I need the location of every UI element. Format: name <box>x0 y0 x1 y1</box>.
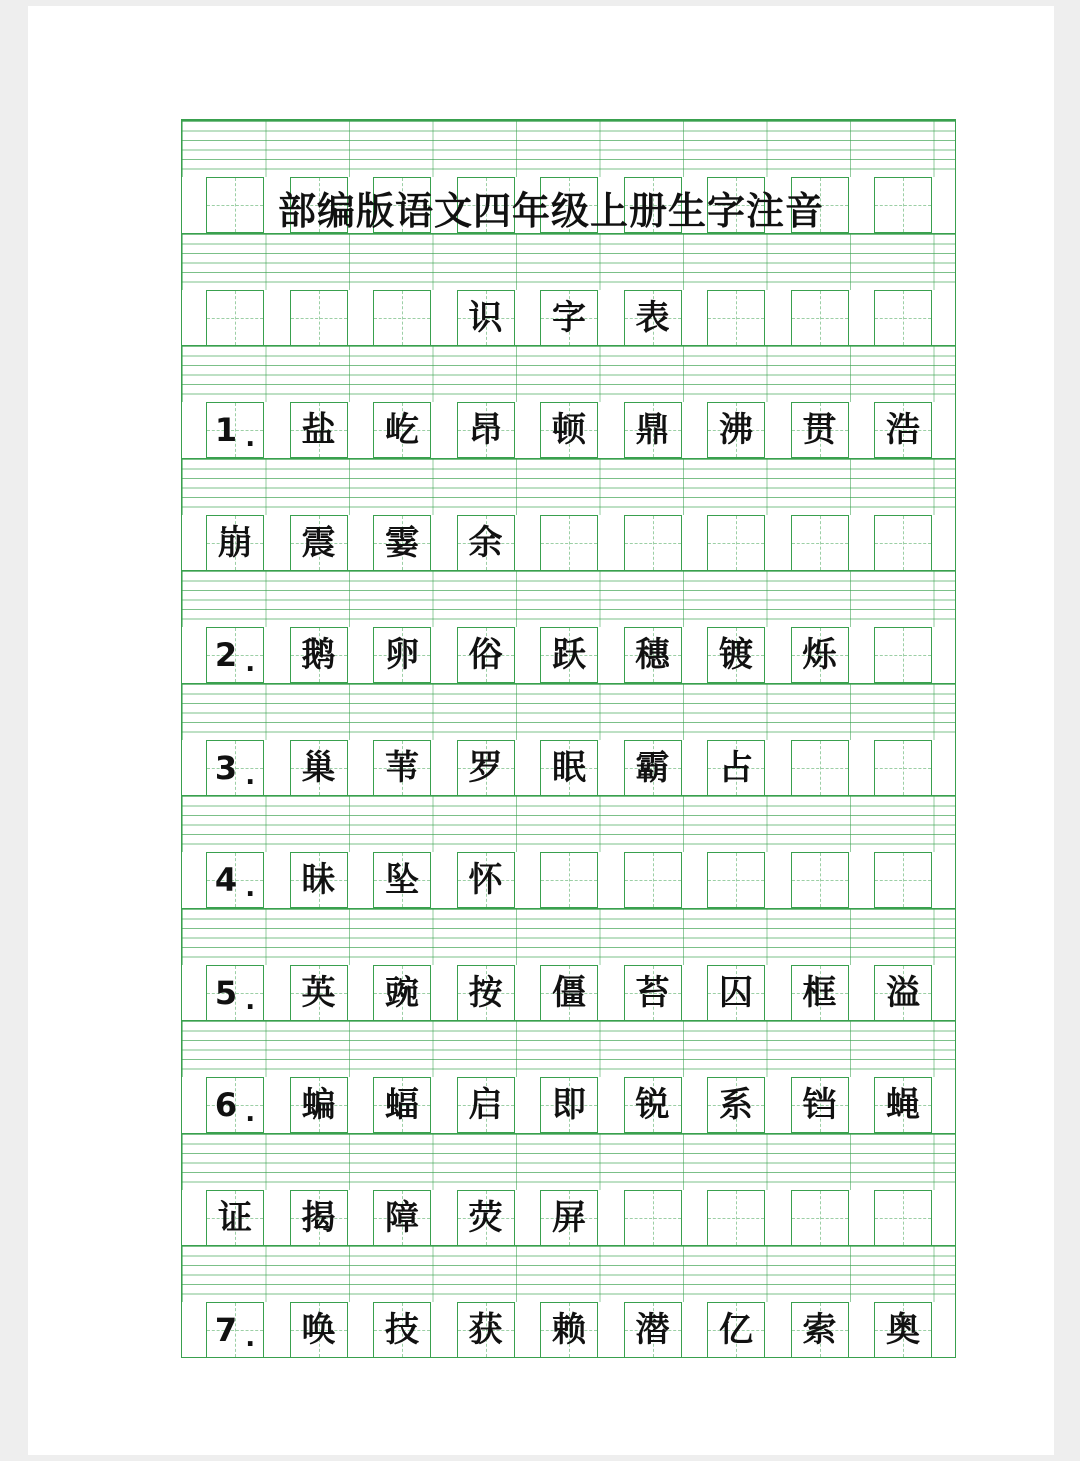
row-number <box>206 627 264 683</box>
empty-cell <box>290 290 348 346</box>
char-cell <box>290 515 348 571</box>
number-dot: . <box>245 760 256 791</box>
char-cell-text: 余 <box>468 522 503 563</box>
char-cell-text: 巢 <box>301 747 336 788</box>
char-cell-text: 鼎 <box>635 410 670 450</box>
char-cell <box>290 1190 348 1246</box>
worksheet-page <box>28 6 1054 1455</box>
char-cell-text: 奥 <box>886 1310 920 1350</box>
char-cell <box>206 1190 264 1246</box>
char-cell <box>791 1302 849 1358</box>
char-cell <box>373 627 431 683</box>
number-dot: . <box>245 423 256 453</box>
char-cell-text: 系 <box>719 1085 753 1125</box>
row-number <box>206 1077 264 1133</box>
char-cell-text: 蝇 <box>886 1085 920 1125</box>
empty-cell <box>624 852 682 908</box>
row-number <box>206 852 264 908</box>
empty-cell <box>791 290 849 346</box>
char-cell-text: 苇 <box>385 747 419 788</box>
char-cell <box>290 627 348 683</box>
char-cell <box>373 740 431 796</box>
subtitle-row <box>206 290 958 346</box>
char-cell <box>457 1190 515 1246</box>
char-cell-text: 霸 <box>635 747 670 788</box>
empty-cell <box>624 1190 682 1246</box>
pinyin-lines <box>182 570 955 627</box>
char-cell <box>290 965 348 1021</box>
char-cell-text: 盐 <box>301 410 336 450</box>
subtitle-char-text: 识 <box>468 297 503 338</box>
char-row <box>206 1302 958 1358</box>
char-cell-text: 证 <box>218 1197 252 1238</box>
char-cell-text: 顿 <box>552 410 586 450</box>
char-cell-text: 潜 <box>635 1310 670 1350</box>
tianzige-grid <box>181 119 956 1358</box>
row-number-text: 6 <box>214 1086 238 1124</box>
char-cell <box>874 402 932 458</box>
number-dot: . <box>245 873 256 903</box>
empty-cell <box>874 627 932 683</box>
char-cell-text: 浩 <box>886 410 920 450</box>
char-cell <box>707 1077 765 1133</box>
subtitle-char-text: 表 <box>635 297 670 338</box>
empty-cell <box>874 852 932 908</box>
empty-cell <box>791 852 849 908</box>
char-cell <box>373 1077 431 1133</box>
char-cell <box>707 740 765 796</box>
char-cell-text: 技 <box>385 1310 419 1350</box>
row-number-text: 4 <box>214 861 238 899</box>
char-cell-text: 启 <box>468 1085 503 1125</box>
empty-cell <box>373 290 431 346</box>
row-number <box>206 1302 264 1358</box>
char-cell <box>874 965 932 1021</box>
empty-cell <box>874 290 932 346</box>
char-cell <box>457 402 515 458</box>
row-number-text: 5 <box>214 973 238 1012</box>
char-cell <box>290 740 348 796</box>
char-cell-text: 蝙 <box>301 1085 336 1125</box>
char-cell-text: 赖 <box>552 1310 586 1350</box>
char-cell <box>791 402 849 458</box>
char-row <box>206 740 958 796</box>
char-cell-text: 霎 <box>385 522 419 563</box>
char-cell <box>540 965 598 1021</box>
row-number <box>206 402 264 458</box>
subtitle-char <box>624 290 682 346</box>
char-cell-text: 揭 <box>301 1197 336 1238</box>
pinyin-lines <box>182 120 955 177</box>
char-cell <box>290 852 348 908</box>
char-row <box>206 515 958 571</box>
char-row <box>206 852 958 908</box>
subtitle-char-text: 字 <box>552 297 586 338</box>
number-dot: . <box>245 1098 256 1128</box>
char-cell <box>540 627 598 683</box>
char-cell <box>457 627 515 683</box>
char-cell <box>874 1302 932 1358</box>
char-cell <box>373 515 431 571</box>
char-cell <box>457 1302 515 1358</box>
char-cell-text: 屹 <box>385 410 419 450</box>
char-cell-text: 苔 <box>635 972 670 1013</box>
char-cell-text: 障 <box>385 1197 419 1238</box>
subtitle-char <box>540 290 598 346</box>
char-row <box>206 627 958 683</box>
char-cell-text: 亿 <box>719 1310 753 1350</box>
char-cell-text: 镀 <box>719 635 753 675</box>
char-cell <box>373 1190 431 1246</box>
char-cell <box>373 402 431 458</box>
char-cell <box>457 1077 515 1133</box>
pinyin-lines <box>182 683 955 740</box>
empty-cell <box>874 740 932 796</box>
char-cell <box>707 402 765 458</box>
char-cell <box>290 1302 348 1358</box>
empty-cell <box>791 1190 849 1246</box>
row-number <box>206 740 264 796</box>
char-cell <box>540 740 598 796</box>
char-row <box>206 965 958 1021</box>
number-dot: . <box>245 1323 256 1353</box>
char-cell <box>707 965 765 1021</box>
title-cell <box>874 177 932 233</box>
char-cell-text: 豌 <box>385 972 419 1013</box>
char-cell <box>624 1302 682 1358</box>
subtitle-char <box>457 290 515 346</box>
char-cell <box>624 402 682 458</box>
char-cell-text: 蝠 <box>385 1085 419 1125</box>
char-cell-text: 锐 <box>635 1085 670 1125</box>
number-dot: . <box>245 648 256 678</box>
empty-cell <box>707 1190 765 1246</box>
char-cell-text: 沸 <box>719 410 753 450</box>
char-cell-text: 占 <box>719 747 753 788</box>
char-cell <box>624 740 682 796</box>
char-cell <box>540 1077 598 1133</box>
char-cell-text: 烁 <box>802 635 837 675</box>
char-cell-text: 索 <box>802 1310 837 1350</box>
char-cell-text: 唤 <box>301 1310 336 1350</box>
char-cell-text: 鹅 <box>301 635 336 675</box>
row-number-text: 1 <box>214 411 238 449</box>
char-cell-text: 昂 <box>468 410 503 450</box>
char-cell-text: 获 <box>468 1310 503 1350</box>
char-cell <box>290 402 348 458</box>
pinyin-lines <box>182 1020 955 1077</box>
char-cell <box>624 1077 682 1133</box>
empty-cell <box>624 515 682 571</box>
char-cell-text: 框 <box>802 972 837 1013</box>
char-cell <box>373 1302 431 1358</box>
char-cell <box>874 1077 932 1133</box>
char-cell-text: 溢 <box>886 972 920 1013</box>
title-cell <box>206 177 264 233</box>
char-cell <box>791 965 849 1021</box>
char-cell <box>791 1077 849 1133</box>
empty-cell <box>791 740 849 796</box>
char-cell-text: 屏 <box>552 1197 586 1238</box>
char-cell-text: 崩 <box>218 522 252 563</box>
char-cell-text: 荧 <box>468 1197 503 1238</box>
char-cell <box>290 1077 348 1133</box>
char-cell-text: 僵 <box>552 972 586 1013</box>
empty-cell <box>707 290 765 346</box>
char-cell <box>457 515 515 571</box>
pinyin-lines <box>182 908 955 965</box>
char-cell <box>540 1190 598 1246</box>
char-cell <box>373 965 431 1021</box>
char-cell-text: 昧 <box>301 860 336 900</box>
empty-cell <box>707 515 765 571</box>
char-cell-text: 俗 <box>468 635 503 675</box>
char-row <box>206 1190 958 1246</box>
empty-cell <box>874 1190 932 1246</box>
empty-cell <box>707 852 765 908</box>
pinyin-lines <box>182 795 955 852</box>
empty-cell <box>791 515 849 571</box>
char-cell-text: 震 <box>301 522 336 563</box>
char-cell <box>707 627 765 683</box>
char-cell <box>624 965 682 1021</box>
char-cell-text: 眠 <box>552 747 586 788</box>
char-cell-text: 穗 <box>635 635 670 675</box>
pinyin-lines <box>182 1133 955 1190</box>
empty-cell <box>540 515 598 571</box>
row-number-text: 2 <box>214 636 238 674</box>
row-number <box>206 965 264 1021</box>
char-cell <box>457 740 515 796</box>
char-cell <box>707 1302 765 1358</box>
worksheet-title: 部编版语文四年级上册生字注音 <box>278 188 825 233</box>
pinyin-lines <box>182 345 955 402</box>
char-row <box>206 402 958 458</box>
char-cell-text: 英 <box>301 972 336 1013</box>
char-cell-text: 贯 <box>802 410 837 450</box>
char-row <box>206 1077 958 1133</box>
char-cell-text: 铛 <box>802 1085 837 1125</box>
char-cell-text: 罗 <box>468 747 503 788</box>
char-cell-text: 囚 <box>719 972 753 1013</box>
char-cell-text: 坠 <box>385 860 419 900</box>
char-cell <box>206 515 264 571</box>
empty-cell <box>874 515 932 571</box>
char-cell-text: 即 <box>552 1085 586 1125</box>
char-cell <box>791 627 849 683</box>
char-cell-text: 卵 <box>385 635 419 675</box>
empty-cell <box>206 290 264 346</box>
char-cell <box>540 402 598 458</box>
char-cell <box>457 852 515 908</box>
pinyin-lines <box>182 458 955 515</box>
char-cell <box>373 852 431 908</box>
number-dot: . <box>245 985 256 1016</box>
char-cell-text: 按 <box>468 972 503 1013</box>
pinyin-lines <box>182 1245 955 1302</box>
char-cell-text: 跃 <box>552 635 586 675</box>
row-number-text: 7 <box>214 1311 238 1349</box>
char-cell <box>624 627 682 683</box>
pinyin-lines <box>182 233 955 290</box>
char-cell <box>457 965 515 1021</box>
empty-cell <box>540 852 598 908</box>
row-number-text: 3 <box>214 748 238 787</box>
char-cell <box>540 1302 598 1358</box>
char-cell-text: 怀 <box>468 860 503 900</box>
